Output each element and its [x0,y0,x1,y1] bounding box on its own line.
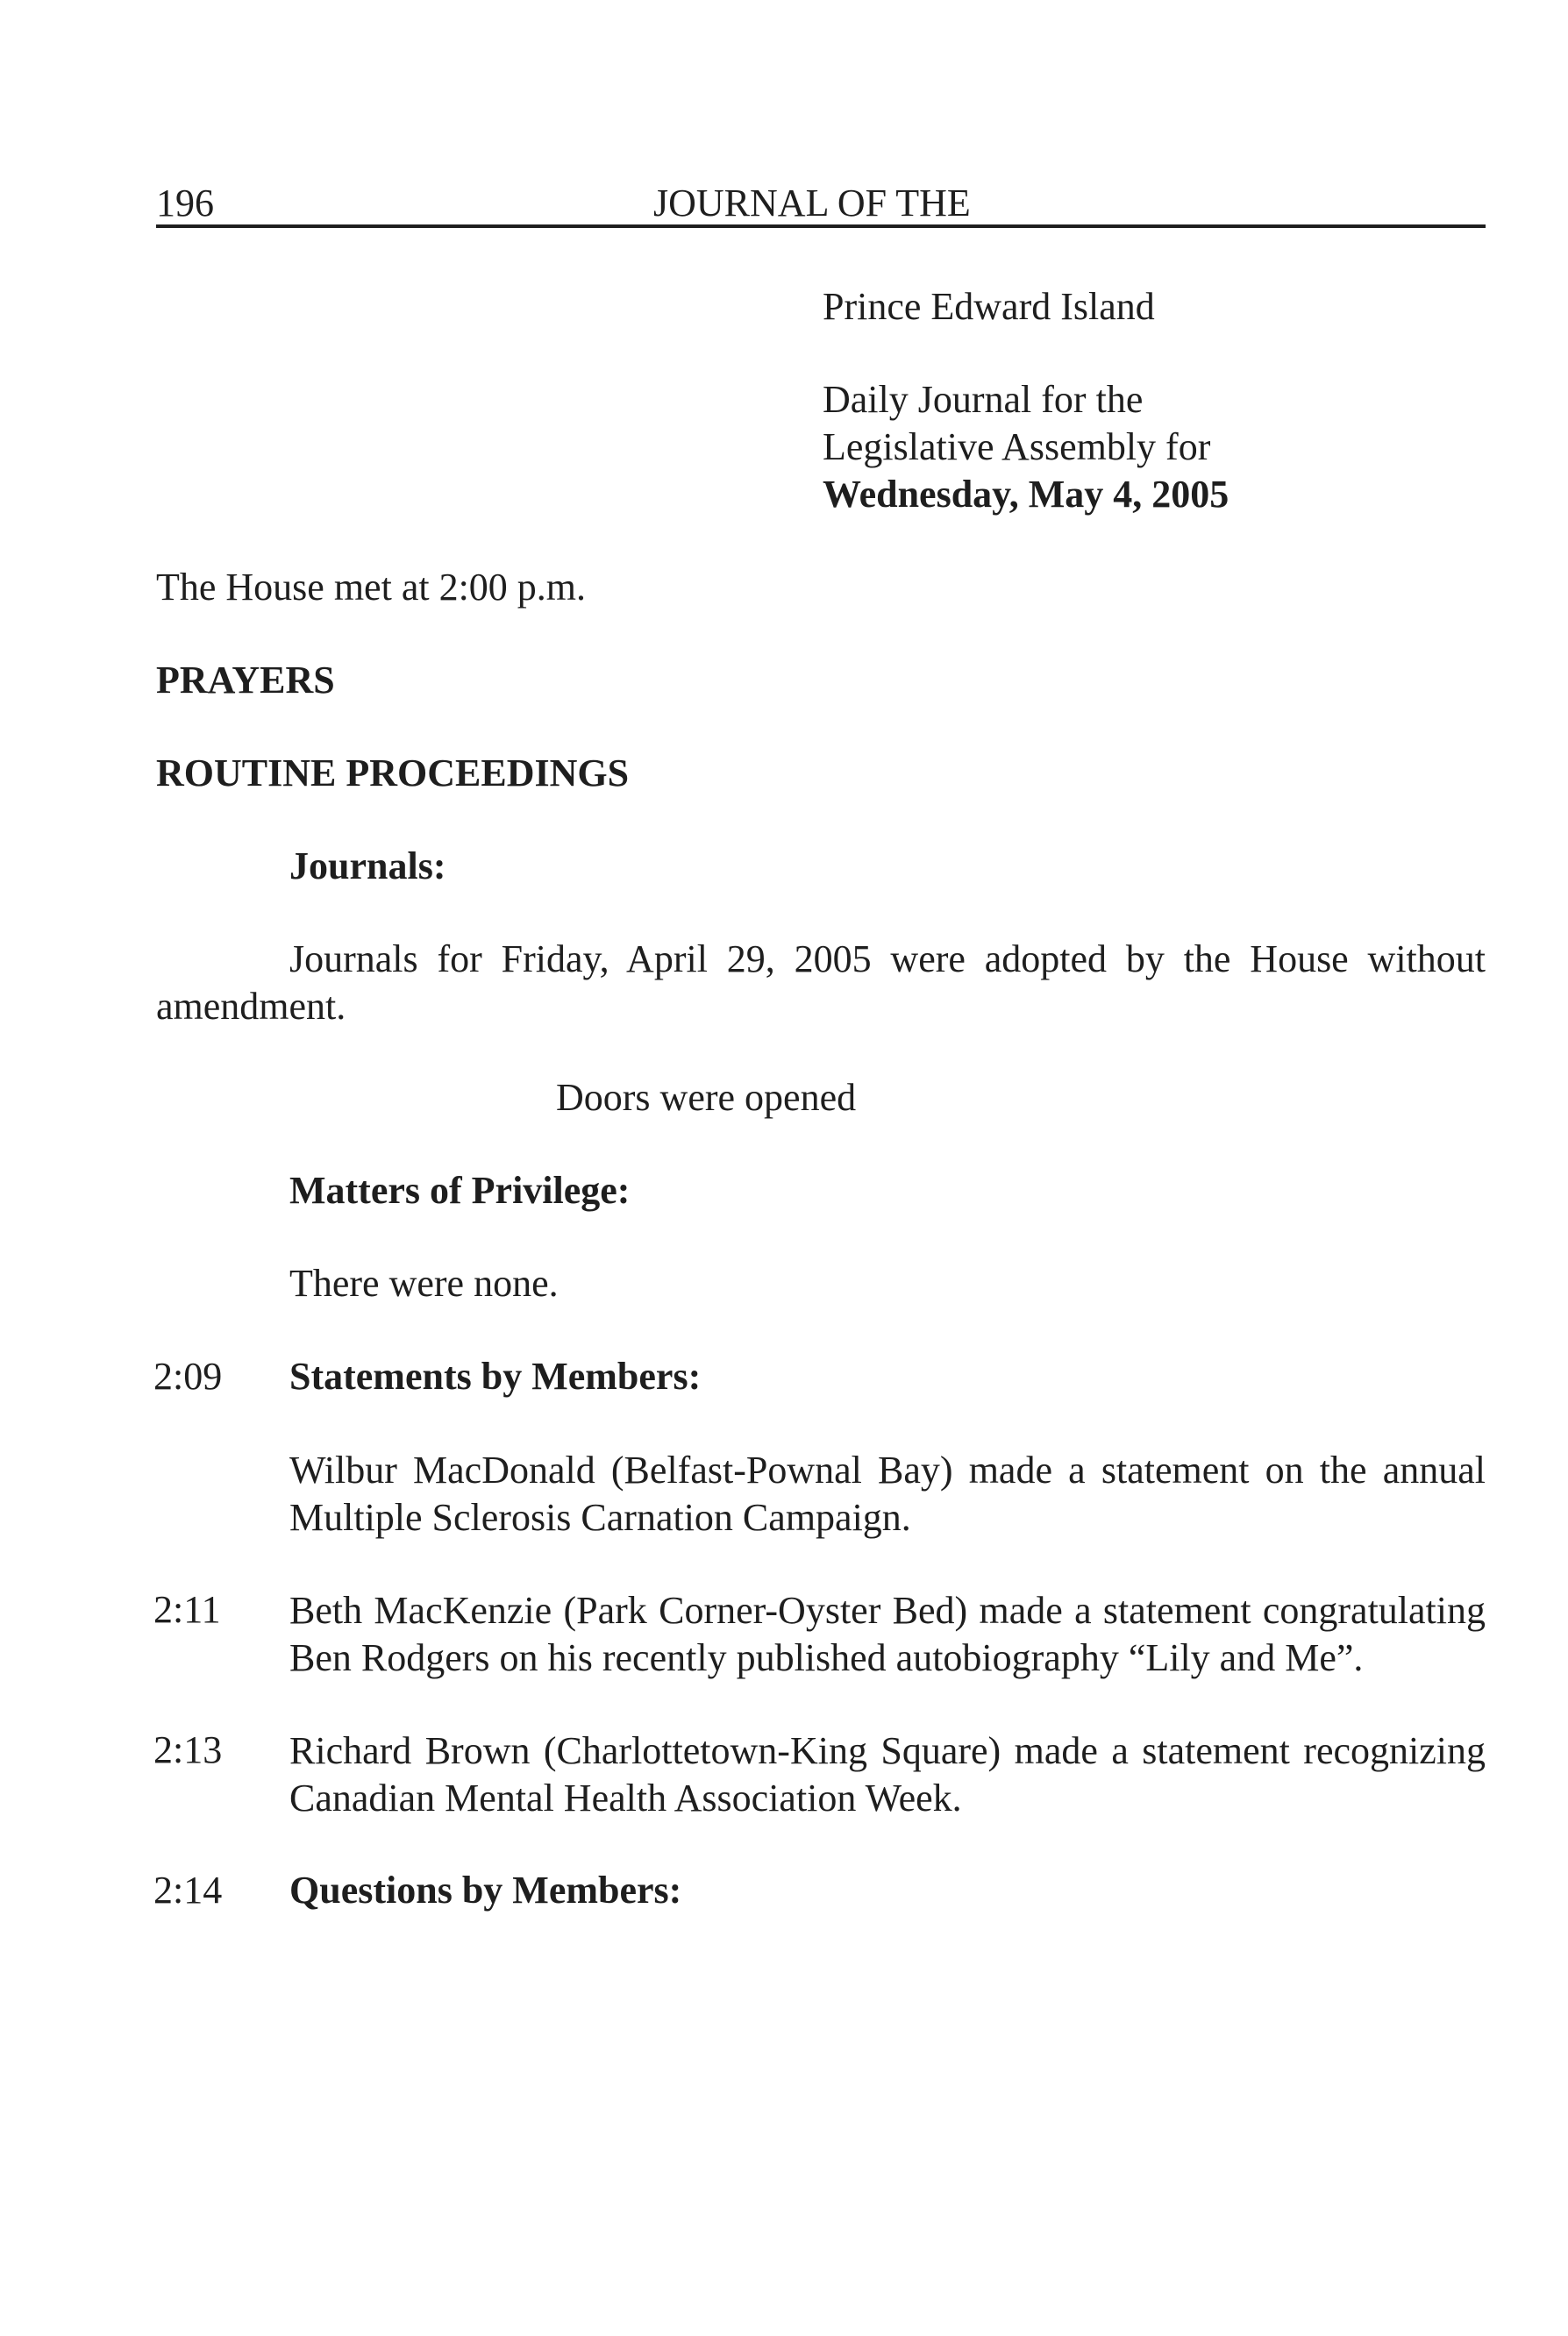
privilege-text: There were none. [289,1262,559,1305]
journals-text-line2: amendment. [156,985,346,1028]
journals-paragraph [156,936,1486,1030]
statement-line2: Canadian Mental Health Association Week. [289,1777,962,1820]
statements-heading: Statements by Members: [289,1355,702,1398]
statement-line2: Multiple Sclerosis Carnation Campaign. [289,1496,911,1539]
statement-item [289,1447,1486,1542]
running-title: JOURNAL OF THE [653,182,971,224]
matters-of-privilege-heading: Matters of Privilege: [289,1169,631,1212]
statement-line2: Ben Rodgers on his recently published autobiography “Lily and Me”. [289,1636,1364,1679]
statement-line1: Beth MacKenzie (Park Corner-Oyster Bed) made a statement congratulating [289,1589,1486,1632]
masthead-line2: Legislative Assembly for [823,425,1211,468]
statement-time: 2:11 [153,1588,221,1631]
sitting-date: Wednesday, May 4, 2005 [823,473,1229,516]
statements-time: 2:09 [153,1355,223,1398]
page-number: 196 [156,182,214,224]
house-met-text: The House met at 2:00 p.m. [156,566,587,609]
journals-text-line1: Journals for Friday, April 29, 2005 were adopted by the House without [289,937,1486,980]
routine-proceedings-heading: ROUTINE PROCEEDINGS [156,751,630,794]
statement-time: 2:13 [153,1728,223,1771]
header-rule [156,224,1486,228]
statement-line1: Richard Brown (Charlottetown-King Square) made a statement recognizing [289,1729,1486,1772]
doors-opened-text: Doors were opened [556,1076,857,1119]
questions-time: 2:14 [153,1869,223,1912]
province-name: Prince Edward Island [823,285,1155,328]
prayers-heading: PRAYERS [156,659,335,702]
statement-item [289,1727,1486,1822]
masthead-line1: Daily Journal for the [823,378,1144,421]
journals-heading: Journals: [289,844,446,887]
questions-heading: Questions by Members: [289,1869,682,1912]
statement-item [289,1587,1486,1682]
statement-line1: Wilbur MacDonald (Belfast-Pownal Bay) made a statement on the annual [289,1449,1486,1492]
